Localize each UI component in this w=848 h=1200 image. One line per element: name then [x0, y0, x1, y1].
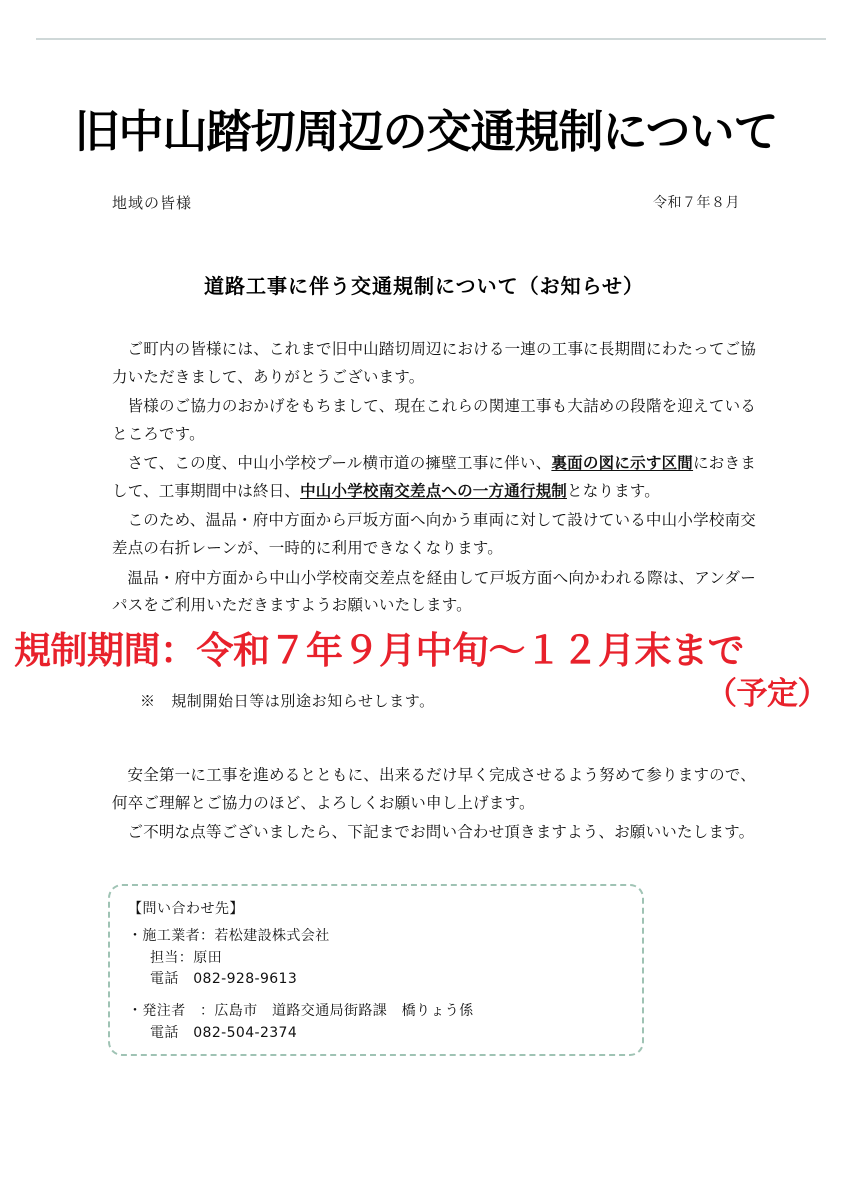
emphasis-one-way-restriction: 中山小学校南交差点への一方通行規制	[300, 482, 567, 500]
paragraph-3-emphasis	[112, 450, 756, 505]
paragraph-5: 温品・府中方面から中山小学校南交差点を経由して戸坂方面へ向かわれる際は、アンダーパスをご利用いただきますようお願いいたします。	[112, 569, 756, 615]
restriction-period-headline: 規制期間：令和７年９月中旬～１２月末まで	[14, 629, 744, 672]
client-phone: 電話 082-504-2374	[150, 1024, 298, 1041]
body-text	[112, 336, 756, 622]
paragraph-1: ご町内の皆様には、これまで旧中山踏切周辺における一連の工事に長期間にわたってご協力いただきまして、ありがとうございます。	[112, 341, 756, 386]
closing-text	[112, 762, 756, 849]
client-line	[128, 1001, 642, 1023]
paragraph-4: このため、温品・府中方面から戸坂方面へ向かう車両に対して設けている中山小学校南交差点の右折レーンが、一時的に利用できなくなります。	[112, 512, 756, 558]
addressee: 地域の皆様	[112, 196, 193, 212]
contractor-person: 担当：原田	[150, 949, 222, 966]
contact-contractor	[128, 926, 642, 991]
paragraph-3-middle: におきまして、工事期間中は終日、	[112, 455, 756, 500]
issue-date: 令和７年８月	[653, 196, 740, 211]
closing-paragraph-2: ご不明な点等ございましたら、下記までお問い合わせ頂きますよう、お願いいたします。	[127, 824, 755, 842]
contact-client	[128, 1001, 642, 1044]
top-divider	[36, 38, 826, 40]
contractor-phone: 電話 082-928-9613	[150, 971, 298, 988]
contractor-label: ・施工業者：	[128, 928, 215, 944]
contractor-line	[128, 926, 642, 948]
client-name: 広島市 道路交通局街路課 橋りょう係	[214, 1003, 474, 1020]
paragraph-3-lead: さて、この度、中山小学校プール横市道の擁壁工事に伴い、	[127, 455, 552, 473]
paragraph-3-tail: となります。	[567, 482, 660, 500]
paragraph-2: 皆様のご協力のおかげをもちまして、現在これらの関連工事も大詰めの段階を迎えているところです。	[112, 398, 756, 443]
contact-heading: 【問い合わせ先】	[128, 901, 244, 917]
client-label: ・発注者 ：	[128, 1003, 215, 1020]
page-title: 旧中山踏切周辺の交通規制について	[74, 105, 778, 158]
contractor-name: 若松建設株式会社	[214, 928, 330, 944]
contact-box	[108, 884, 644, 1056]
closing-paragraph-1: 安全第一に工事を進めるとともに、出来るだけ早く完成させるよう努めて参りますので、何卒ご理解とご協力のほど、よろしくお願い申し上げます。	[112, 767, 756, 812]
asterisk-note: ※ 規制開始日等は別途お知らせします。	[140, 694, 435, 710]
restriction-period-note: （予定）	[706, 676, 828, 712]
emphasis-section-map: 裏面の図に示す区間	[551, 455, 694, 473]
subject-heading: 道路工事に伴う交通規制について（お知らせ）	[204, 274, 644, 298]
